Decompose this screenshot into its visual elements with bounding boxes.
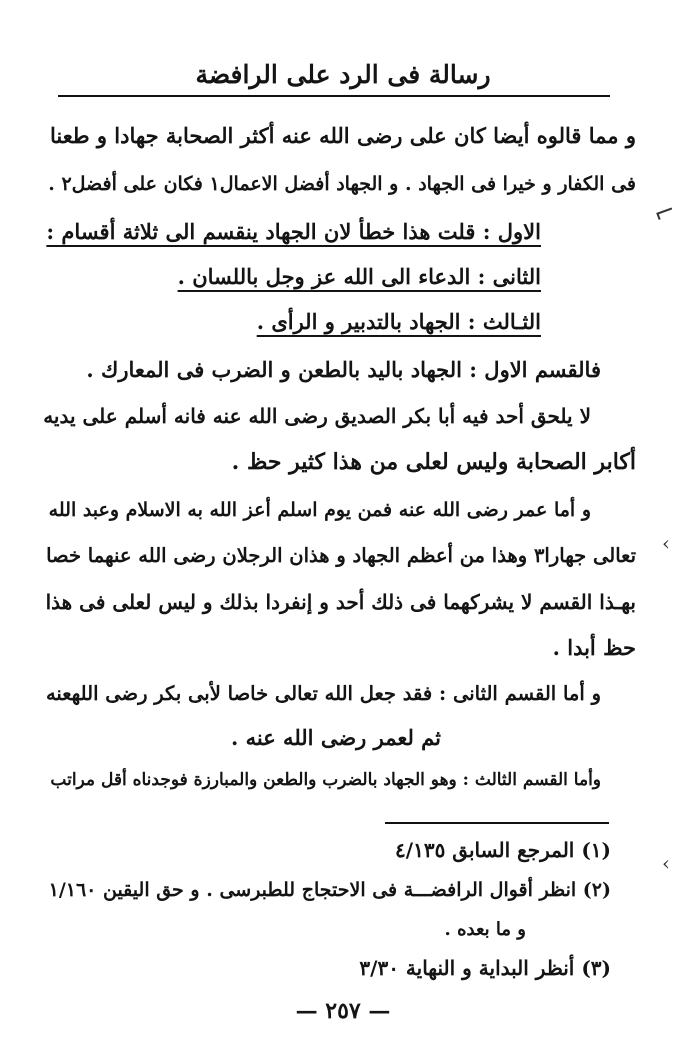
running-header: رسالة فى الرد على الرافضة <box>195 60 491 89</box>
page-number: — ٢٥٧ — <box>295 998 391 1024</box>
footnote-number: (٣) <box>581 956 611 980</box>
margin-mark: › <box>662 851 670 875</box>
body-line: فالقسم الاول : الجهاد باليد بالطعن و الضرب فى المعارك . <box>86 357 601 382</box>
body-line: أكابر الصحابة وليس لعلى من هذا كثير حظ . <box>231 449 636 475</box>
footnote <box>395 832 611 868</box>
section-label-line: الاول : قلت هذا خطأ لان الجهاد ينقسم الى ثلاثة أقسام : <box>46 219 541 244</box>
margin-mark: › <box>662 531 670 555</box>
body-line: و أما عمر رضى الله عنه فمن يوم اسلم أعز الله به الاسلام وعبد الله <box>48 499 591 521</box>
margin-mark: ⌐ <box>649 195 681 231</box>
footnote-text: انظر أقوال الرافضـــة فى الاحتجاج للطبرسى . و حق اليقين ١/١٦٠ <box>48 879 577 901</box>
footnote <box>49 872 611 908</box>
footnote-number: (٢) <box>582 879 611 901</box>
body-line: ثم لعمر رضى الله عنه . <box>231 725 441 750</box>
section-label-line: الثـالث : الجهاد بالتدبير و الرأى . <box>256 309 541 334</box>
footnote-text: أنظر البداية و النهاية ٣/٣٠ <box>359 956 575 980</box>
body-line: تعالى جهارا۳ وهذا من أعظم الجهاد و هذان الرجلان رضى الله عنهما خصا <box>46 544 636 567</box>
body-line: و مما قالوه أيضا كان على رضى الله عنه أكثر الصحابة جهادا و طعنا <box>49 123 636 148</box>
body-line: و أما القسم الثانى : فقد جعل الله تعالى خاصا لأبى بكر رضى اللهعنه <box>45 682 601 705</box>
footnote-text: المرجع السابق ٤/١٣٥ <box>395 838 575 862</box>
footnote-rule <box>385 822 609 824</box>
footnote <box>359 950 611 986</box>
section-label-line: الثانى : الدعاء الى الله عز وجل باللسان . <box>177 264 541 289</box>
body-line: فى الكفار و خيرا فى الجهاد . و الجهاد أفضل الاعمال۱ فكان على أفضل۲ . <box>48 173 636 195</box>
body-line: لا يلحق أحد فيه أبا بكر الصديق رضى الله عنه فانه أسلم على يديه <box>43 404 591 428</box>
footnote-number: (١) <box>581 838 611 862</box>
body-line: وأما القسم الثالث : وهو الجهاد بالضرب والطعن والمبارزة فوجدناه أقل مراتب <box>50 770 601 790</box>
body-line: بهـذا القسم لا يشركهما فى ذلك أحد و إنفردا بذلك و ليس لعلى فى هذا <box>45 590 636 614</box>
footnote-continuation: و ما بعده . <box>444 919 526 940</box>
body-line: حظ أبدا . <box>552 635 636 660</box>
header-rule <box>58 95 610 97</box>
